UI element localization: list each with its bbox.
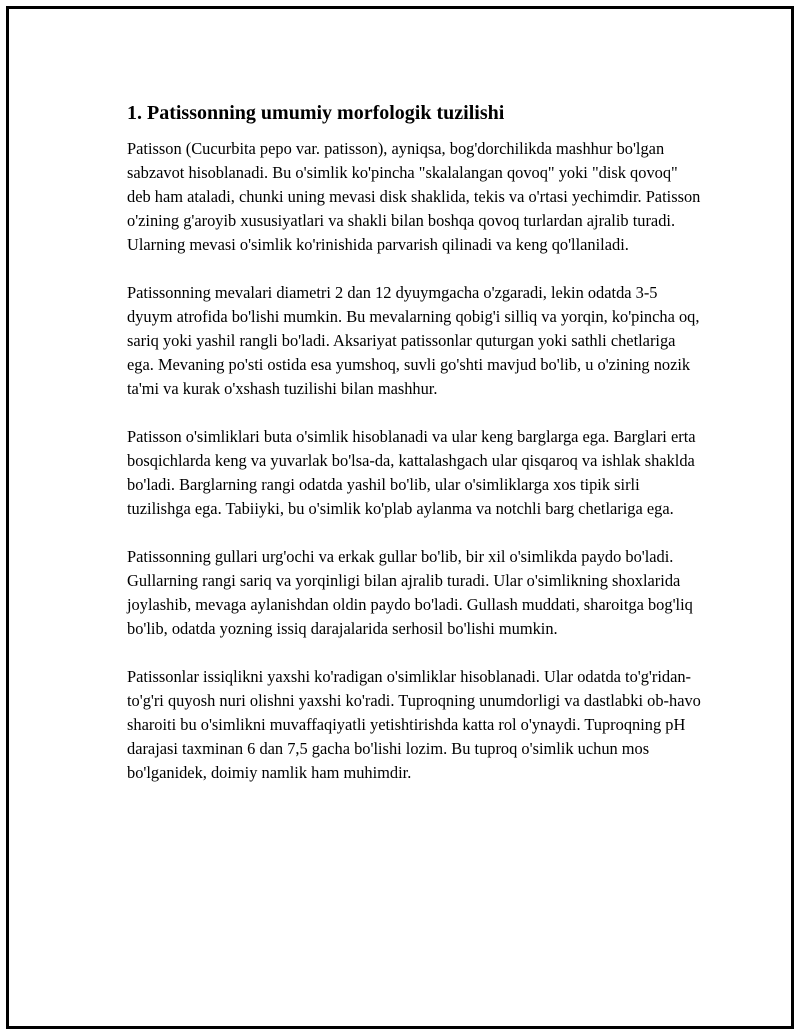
section-heading: 1. Patissonning umumiy morfologik tuzilishi: [127, 102, 505, 124]
paragraph-1: Patisson (Cucurbita pepo var. patisson), ayniqsa, bog'dorchilikda mashhur bo'lgan sabzavot hisoblanadi. Bu o'simlik ko'pincha "skalalangan qovoq" yoki "disk qovoq" deb ham ataladi, chunki uning mevasi disk shaklida, tekis va o'rtasi yechimdir. Patisson o'zining g'aroyib xususiyatlari va shakli bilan boshqa qovoq turlardan ajralib turadi. Ularning mevasi o'simlik ko'rinishida parvarish qilinadi va keng qo'llaniladi.: [127, 139, 701, 254]
page-border: [6, 6, 794, 1029]
document-body: [127, 99, 702, 809]
paragraph-4: Patissonning gullari urg'ochi va erkak gullar bo'lib, bir xil o'simlikda paydo bo'ladi. Gullarning rangi sariq va yorqinligi bilan ajralib turadi. Ular o'simlikning shoxlarida joylashib, mevaga aylanishdan oldin paydo bo'ladi. Gullash muddati, sharoitga bog'liq bo'lib, odatda yozning issiq darajalarida serhosil bo'lishi mumkin.: [127, 547, 693, 638]
paragraph-3: Patisson o'simliklari buta o'simlik hisoblanadi va ular keng barglarga ega. Barglari erta bosqichlarda keng va yuvarlak bo'lsa-da, kattalashgach ular qisqaroq va ishlak shaklda bo'ladi. Barglarning rangi odatda yashil bo'lib, ular o'simliklarga xos tipik sirli tuzilishga ega. Tabiiyki, bu o'simlik ko'plab aylanma va notchli barg chetlariga ega.: [127, 427, 696, 518]
paragraph-2: Patissonning mevalari diametri 2 dan 12 dyuymgacha o'zgaradi, lekin odatda 3-5 dyuym atrofida bo'lishi mumkin. Bu mevalarning qobig'i silliq va yorqin, ko'pincha oq, sariq yoki yashil rangli bo'ladi. Aksariyat patissonlar quturgan yoki sathli chetlariga ega. Mevaning po'sti ostida esa yumshoq, suvli go'shti mavjud bo'lib, u o'zining nozik ta'mi va kurak o'xshash tuzilishi bilan mashhur.: [127, 283, 700, 398]
paragraph-5: Patissonlar issiqlikni yaxshi ko'radigan o'simliklar hisoblanadi. Ular odatda to'g'ridan-to'g'ri quyosh nuri olishni yaxshi ko'radi. Tuproqning unumdorligi va dastlabki ob-havo sharoiti bu o'simlikni muvaffaqiyatli yetishtirishda katta rol o'ynaydi. Tuproqning pH darajasi taxminan 6 dan 7,5 gacha bo'lishi lozim. Bu tuproq o'simlik uchun mos bo'lganidek, doimiy namlik ham muhimdir.: [127, 667, 701, 782]
